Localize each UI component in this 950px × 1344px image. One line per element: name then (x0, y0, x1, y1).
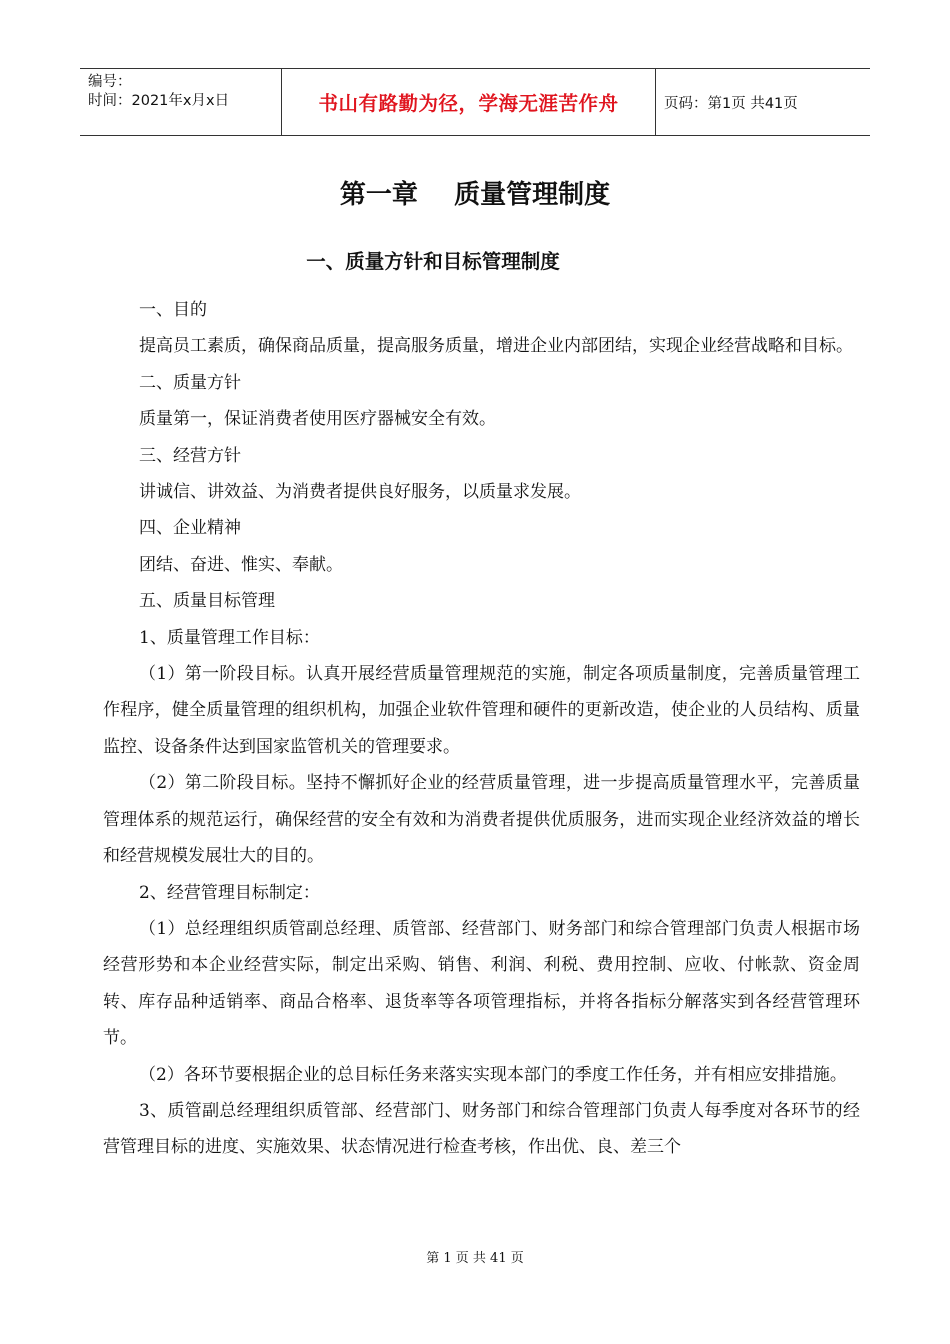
paragraph: 三、经营方针 (139, 445, 241, 466)
page-header (80, 68, 870, 136)
document-time-label: 时间：2021年x月x日 (88, 93, 230, 109)
paragraph: 团结、奋进、惟实、奉献。 (139, 554, 343, 575)
header-motto: 书山有路勤为径，学海无涯苦作舟 (318, 92, 619, 115)
chapter-title: 第一章 质量管理制度 (339, 180, 611, 210)
paragraph: （1）第一阶段目标。认真开展经营质量管理规范的实施，制定各项质量制度，完善质量管理工作程序，健全质量管理的组织机构，加强企业软件管理和硬件的更新改造，使企业的人员结构、质量监控、设备条件达到国家监管机关的管理要求。 (103, 664, 860, 757)
header-meta-cell (80, 69, 282, 135)
paragraph: 质量第一，保证消费者使用医疗器械安全有效。 (139, 409, 496, 430)
paragraph: （2）第二阶段目标。坚持不懈抓好企业的经营质量管理，进一步提高质量管理水平，完善质量管理体系的规范运行，确保经营的安全有效和为消费者提供优质服务，进而实现企业经济效益的增长和经营规模发展壮大的目的。 (103, 773, 860, 867)
header-page-cell (656, 69, 870, 135)
paragraph: 二、质量方针 (139, 372, 241, 393)
paragraph: 讲诚信、讲效益、为消费者提供良好服务，以质量求发展。 (139, 482, 581, 503)
paragraph: 一、目的 (139, 300, 207, 320)
paragraph: 3、质管副总经理组织质管部、经营部门、财务部门和综合管理部门负责人每季度对各环节的经营管理目标的进度、实施效果、状态情况进行检查考核，作出优、良、差三个 (103, 1100, 860, 1158)
header-page-info: 页码：第1页 共41页 (664, 95, 798, 112)
document-body (103, 292, 860, 1166)
paragraph: （2）各环节要根据企业的总目标任务来落实实现本部门的季度工作任务，并有相应安排措施。 (139, 1064, 847, 1085)
paragraph: （1）总经理组织质管副总经理、质管部、经营部门、财务部门和综合管理部门负责人根据市场经营形势和本企业经营实际，制定出采购、销售、利润、利税、费用控制、应收、付帐款、资金周转、库存品种适销率、商品合格率、退货率等各项管理指标，并将各指标分解落实到各经营管理环节。 (103, 918, 860, 1049)
paragraph: 2、经营管理目标制定： (139, 882, 320, 903)
header-motto-cell (282, 69, 656, 135)
paragraph: 四、企业精神 (139, 518, 241, 539)
document-number-label: 编号： (88, 74, 132, 90)
section-title: 一、质量方针和目标管理制度 (306, 250, 560, 273)
paragraph: 1、质量管理工作目标： (139, 627, 320, 648)
paragraph: 五、质量目标管理 (139, 591, 275, 612)
page-footer: 第 1 页 共 41 页 (426, 1251, 524, 1266)
paragraph: 提高员工素质，确保商品质量，提高服务质量，增进企业内部团结，实现企业经营战略和目标。 (139, 336, 853, 357)
